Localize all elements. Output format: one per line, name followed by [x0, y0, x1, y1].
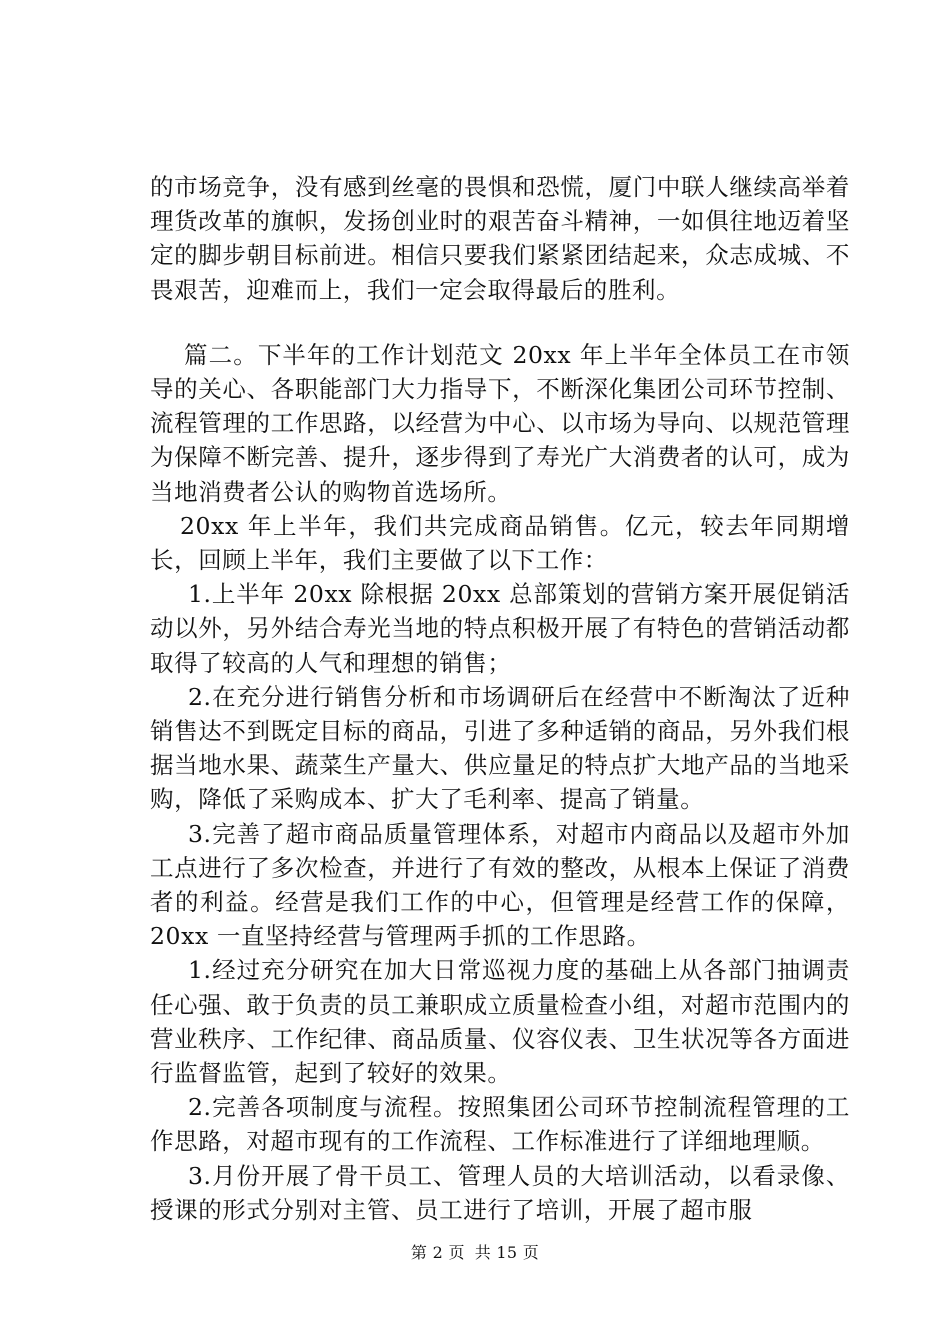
paragraph-gap	[150, 307, 850, 338]
list-item-promotions: 1.上半年 20xx 除根据 20xx 总部策划的营销方案开展促销活动以外，另外结合寿光当地的特点积极开展了有特色的营销活动都取得了较高的人气和理想的销售；	[150, 580, 850, 677]
paragraph-sales-summary: 20xx 年上半年，我们共完成商品销售。亿元，较去年同期增长，回顾上半年，我们主要做了以下工作：	[150, 511, 850, 575]
list-item-inspection-team: 1.经过充分研究在加大日常巡视力度的基础上从各部门抽调责任心强、敢于负责的员工兼职成立质量检查小组，对超市范围内的营业秩序、工作纪律、商品质量、仪容仪表、卫生状况等各方面进行监督监管，起到了较好的效果。	[150, 956, 850, 1088]
list-item-product-selection: 2.在充分进行销售分析和市场调研后在经营中不断淘汰了近种销售达不到既定目标的商品，引进了多种适销的商品，另外我们根据当地水果、蔬菜生产量大、供应量足的特点扩大地产品的当地采购，降低了采购成本、扩大了毛利率、提高了销量。	[150, 682, 850, 814]
list-item-training: 3.月份开展了骨干员工、管理人员的大培训活动，以看录像、授课的形式分别对主管、员工进行了培训，开展了超市服	[150, 1161, 850, 1224]
paragraph-part-two-intro: 篇二。下半年的工作计划范文 20xx 年上半年全体员工在市领导的关心、各职能部门大力指导下，不断深化集团公司环节控制、流程管理的工作思路，以经营为中心、以市场为导向、以规范管理为保障不断完善、提升，逐步得到了寿光广大消费者的认可，成为当地消费者公认的购物首选场所。	[150, 340, 850, 506]
paragraph-market-competition: 的市场竞争，没有感到丝毫的畏惧和恐慌，厦门中联人继续高举着理货改革的旗帜，发扬创业时的艰苦奋斗精神，一如俱往地迈着坚定的脚步朝目标前进。相信只要我们紧紧团结起来，众志成城、不畏艰苦，迎难而上，我们一定会取得最后的胜利。	[150, 173, 850, 304]
page-number: 第 2 页	[410, 1243, 465, 1262]
list-item-quality-system: 3.完善了超市商品质量管理体系，对超市内商品以及超市外加工点进行了多次检查，并进行了有效的整改，从根本上保证了消费者的利益。经营是我们工作的中心，但管理是经营工作的保障，20xx 一直坚持经营与管理两手抓的工作思路。	[150, 819, 850, 951]
page-total: 共 15 页	[474, 1243, 540, 1262]
list-item-procedures: 2.完善各项制度与流程。按照集团公司环节控制流程管理的工作思路，对超市现有的工作流程、工作标准进行了详细地理顺。	[150, 1093, 850, 1156]
page-footer	[0, 1243, 950, 1263]
document-body	[150, 170, 850, 1227]
